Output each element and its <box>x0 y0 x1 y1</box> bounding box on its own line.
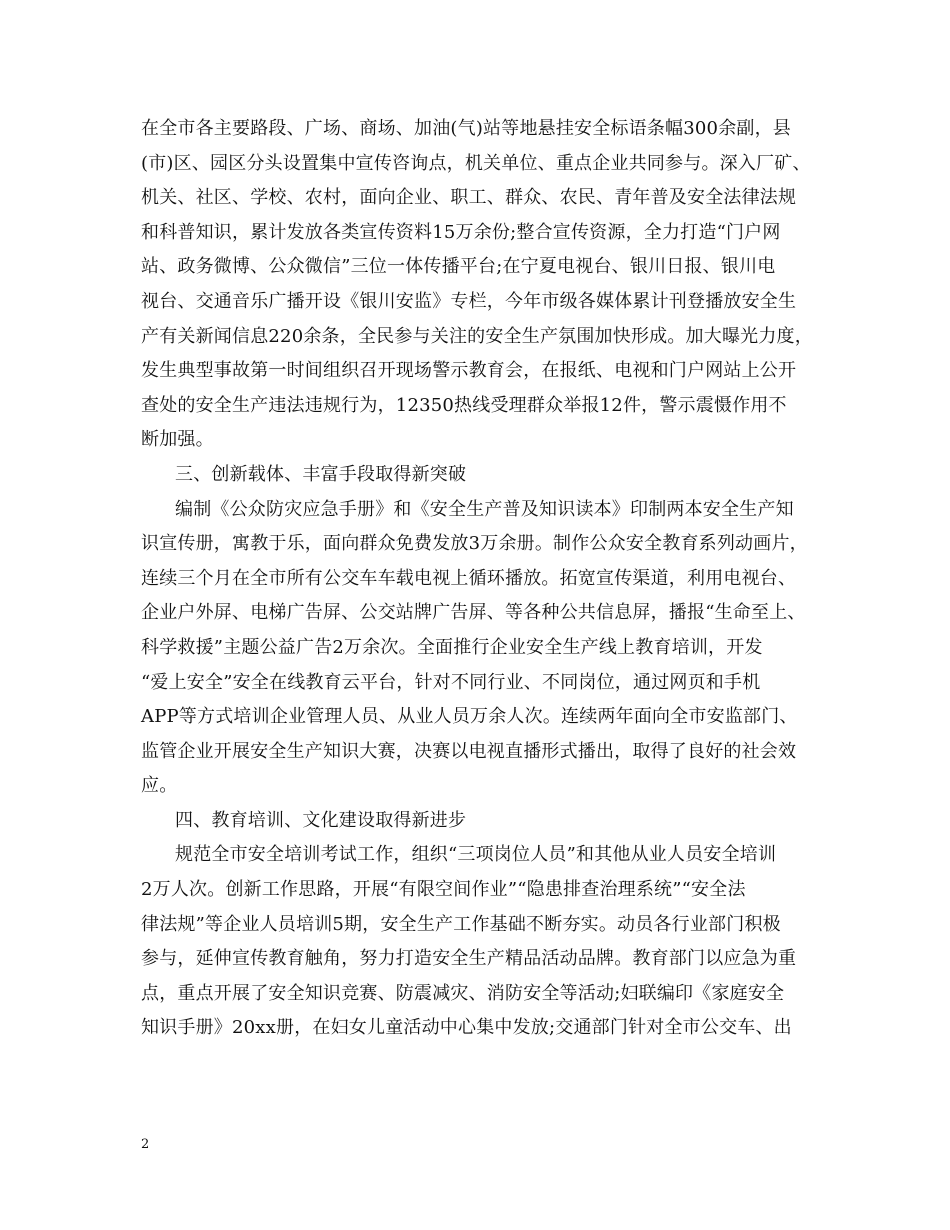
text-line: 知识手册》20xx册，在妇女儿童活动中心集中发放;交通部门针对全市公交车、出 <box>141 1017 792 1039</box>
text-line: 查处的安全生产违法违规行为，12350热线受理群众举报12件，警示震慑作用不 <box>141 394 787 416</box>
text-line: 和科普知识，累计发放各类宣传资料15万余份;整合宣传资源，全力打造“门户网 <box>141 221 781 243</box>
text-line: APP等方式培训企业管理人员、从业人员万余人次。连续两年面向全市安监部门、 <box>141 706 798 728</box>
paragraph-start: 编制《公众防灾应急手册》和《安全生产普及知识读本》印制两本安全生产知 <box>175 498 794 520</box>
text-line: 企业户外屏、电梯广告屏、公交站牌广告屏、等各种公共信息屏，播报“生命至上、 <box>141 602 806 624</box>
text-line: 识宣传册，寓教于乐，面向群众免费发放3万余册。制作公众安全教育系列动画片， <box>141 533 808 555</box>
text-line: 应。 <box>141 775 178 797</box>
text-line: 站、政务微博、公众微信”三位一体传播平台;在宁夏电视台、银川日报、银川电 <box>141 256 776 278</box>
text-line: 连续三个月在全市所有公交车车载电视上循环播放。拓宽宣传渠道，利用电视台、 <box>141 567 797 589</box>
text-line: 科学救援”主题公益广告2万余次。全面推行企业安全生产线上教育培训，开发 <box>141 636 763 658</box>
section-heading-4: 四、教育培训、文化建设取得新进步 <box>175 809 467 831</box>
text-line: 点，重点开展了安全知识竞赛、防震减灾、消防安全等活动;妇联编印《家庭安全 <box>141 982 785 1004</box>
page-number: 2 <box>141 1137 150 1152</box>
text-line: “爱上安全”安全在线教育云平台，针对不同行业、不同岗位，通过网页和手机 <box>141 671 761 693</box>
document-body <box>141 112 821 1046</box>
text-line: 产有关新闻信息220余条，全民参与关注的安全生产氛围加快形成。加大曝光力度， <box>141 325 813 347</box>
text-line: 视台、交通音乐广播开设《银川安监》专栏，今年市级各媒体累计刊登播放安全生 <box>141 290 797 312</box>
text-line: (市)区、园区分头设置集中宣传咨询点，机关单位、重点企业共同参与。深入厂矿、 <box>141 152 811 174</box>
text-line: 在全市各主要路段、广场、商场、加油(气)站等地悬挂安全标语条幅300余副，县 <box>141 118 791 139</box>
text-line: 2万人次。创新工作思路，开展“有限空间作业”“隐患排查治理系统”“安全法 <box>141 879 746 901</box>
text-line: 断加强。 <box>141 429 214 451</box>
text-line: 律法规”等企业人员培训5期，安全生产工作基础不断夯实。动员各行业部门积极 <box>141 913 781 935</box>
text-line: 监管企业开展安全生产知识大赛，决赛以电视直播形式播出，取得了良好的社会效 <box>141 740 797 762</box>
text-line: 发生典型事故第一时间组织召开现场警示教育会，在报纸、电视和门户网站上公开 <box>141 360 797 382</box>
paragraph-start: 规范全市安全培训考试工作，组织“三项岗位人员”和其他从业人员安全培训 <box>175 844 777 866</box>
text-line: 参与，延伸宣传教育触角，努力打造安全生产精品活动品牌。教育部门以应急为重 <box>141 948 797 970</box>
text-line: 机关、社区、学校、农村，面向企业、职工、群众、农民、青年普及安全法律法规 <box>141 187 797 209</box>
section-heading-3: 三、创新载体、丰富手段取得新突破 <box>175 463 467 485</box>
